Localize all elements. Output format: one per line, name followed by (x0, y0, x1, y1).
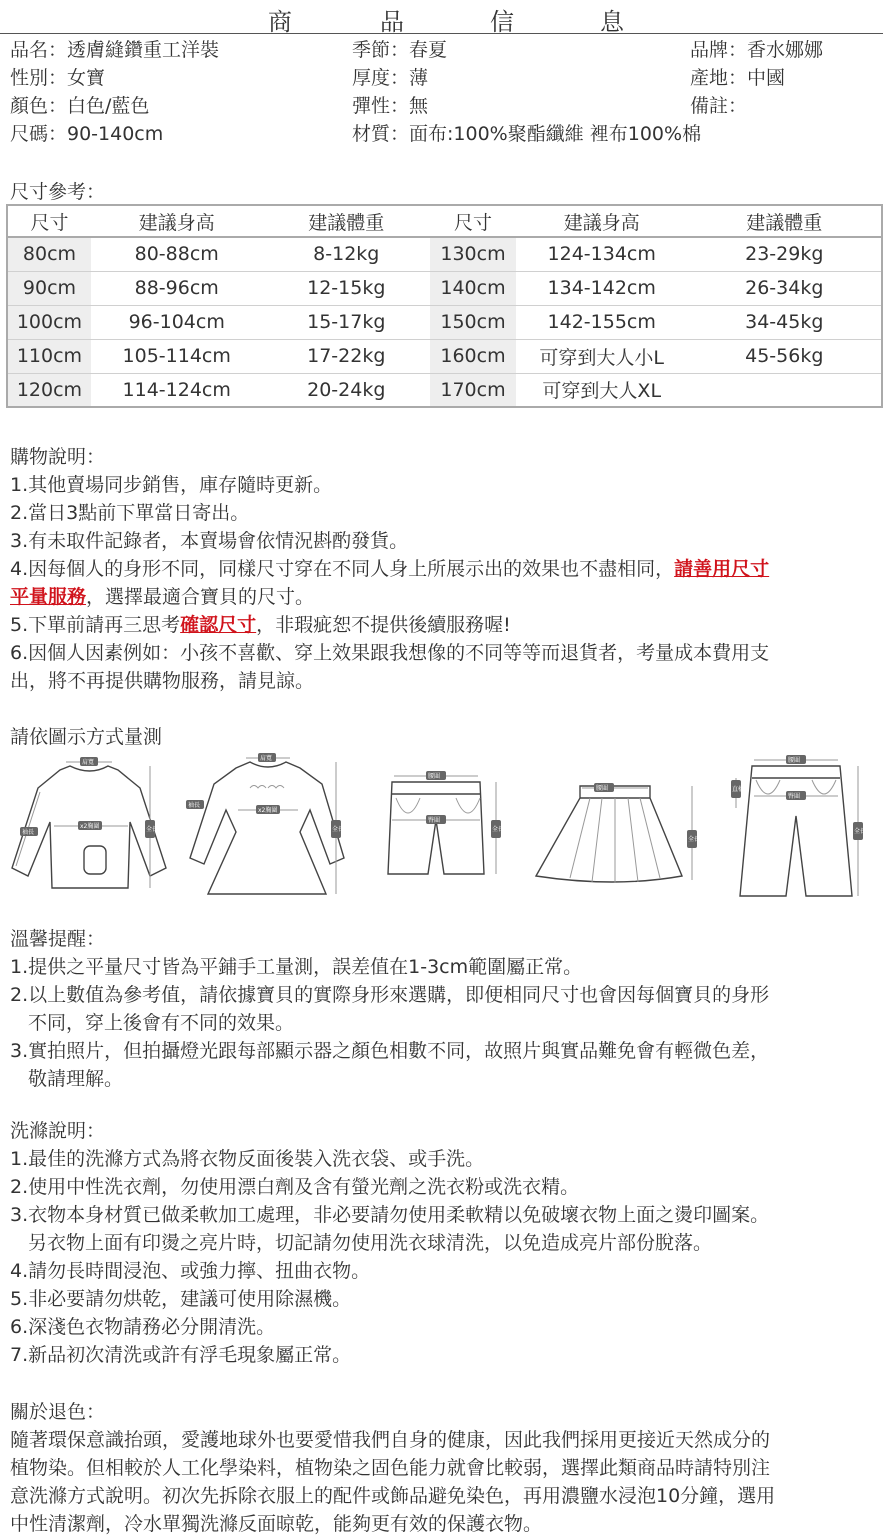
skirt-diagram-icon (536, 783, 700, 883)
table-cell: 142-155cm (516, 305, 688, 339)
table-cell: 110cm (7, 339, 91, 373)
shopping-section (10, 443, 769, 695)
size-table (6, 204, 883, 408)
fading-line-1: 隨著環保意識抬頭，愛護地球外也要愛惜我們自身的健康，因此我們採用更接近天然成分的 (10, 1429, 771, 1451)
info-remark: 備註： (690, 95, 748, 117)
dress-sleeve-label: 袖長 (188, 802, 201, 809)
shopping-line-1: 1.其他賣場同步銷售，庫存隨時更新。 (10, 474, 333, 496)
info-col-2 (352, 36, 701, 148)
table-cell: 80-88cm (91, 237, 263, 271)
shorts-hip-label: 臀圍 (428, 817, 441, 824)
table-row (7, 339, 882, 373)
header-height-2: 建議身高 (516, 205, 688, 237)
washing-line-7: 7.新品初次清洗或許有浮毛現象屬正常。 (10, 1344, 352, 1366)
measure-title: 請依圖示方式量測 (10, 726, 163, 748)
size-ref-label: 尺寸參考： (10, 181, 106, 203)
pants-rise-label: 直檔 (732, 786, 745, 793)
table-cell: 17-22kg (263, 339, 431, 373)
table-cell: 26-34kg (688, 271, 882, 305)
table-row (7, 373, 882, 407)
size-service-highlight: 請善用尺寸 (674, 558, 770, 580)
table-cell (688, 373, 882, 407)
table-cell: 105-114cm (91, 339, 263, 373)
shopping-line-4-text: 4.因每個人的身形不同，同樣尺寸穿在不同人身上所展示出的效果也不盡相同， (10, 558, 675, 580)
table-cell: 88-96cm (91, 271, 263, 305)
header-weight: 建議體重 (263, 205, 431, 237)
reminder-line-3: 3.實拍照片，但拍攝燈光跟每部顯示器之顏色相數不同，故照片與實品難免會有輕微色差， (10, 1040, 770, 1062)
shopping-line-4-end: ，選擇最適合寶貝的尺寸。 (86, 586, 315, 608)
shopping-line-3: 3.有未取件記錄者，本賣場會依情況斟酌發貨。 (10, 530, 409, 552)
table-cell: 20-24kg (307, 378, 386, 401)
measurement-diagrams (0, 748, 883, 903)
table-cell: 15-17kg (263, 305, 431, 339)
table-cell: 可穿到大人XL (542, 380, 662, 403)
dress-length-label: 全長 (332, 826, 345, 833)
fading-line-3: 意洗滌方式說明。初次先拆除衣服上的配件或飾品避免染色，再用濃鹽水浸泡10分鐘，選用 (10, 1485, 776, 1507)
table-cell: 130cm (430, 237, 516, 271)
table-cell: 96-104cm (91, 305, 263, 339)
reminder-line-3-cont: 敬請理解。 (28, 1068, 124, 1090)
info-name: 品名：透膚縫鑽重工洋裝 (10, 39, 220, 61)
washing-line-3-cont: 另衣物上面有印燙之亮片時，切記請勿使用洗衣球清洗，以免造成亮片部份脫落。 (28, 1232, 713, 1254)
info-col-3 (690, 36, 823, 120)
table-row (7, 271, 882, 305)
reminder-title: 溫馨提醒： (10, 928, 106, 950)
info-gender: 性別：女寶 (10, 67, 106, 89)
info-col-1 (10, 36, 219, 148)
shopping-line-5-end: ，非瑕疵恕不提供後續服務喔! (256, 614, 511, 636)
pants-hip-label: 臀圍 (788, 793, 801, 800)
title-char-3: 信 (490, 8, 515, 36)
chest-label: x2胸圍 (80, 823, 100, 830)
shorts-waist-label: 腰圍 (428, 773, 441, 780)
table-cell: 120cm (7, 373, 91, 407)
table-cell: 8-12kg (263, 237, 431, 271)
sleeve-label: 袖長 (22, 829, 35, 836)
table-cell: 90cm (7, 271, 91, 305)
table-row (7, 237, 882, 271)
header-size-2: 尺寸 (430, 205, 516, 237)
washing-title: 洗滌說明： (10, 1120, 106, 1142)
table-cell: 170cm (430, 373, 516, 407)
skirt-waist-label: 腰圍 (596, 785, 609, 792)
shopping-line-6: 6.因個人因素例如：小孩不喜歡、穿上效果跟我想像的不同等等而退貨者，考量成本費用支 (10, 642, 770, 664)
info-origin: 產地：中國 (690, 67, 786, 89)
confirm-size-highlight: 確認尺寸 (180, 614, 257, 636)
title-char-2: 品 (380, 8, 405, 36)
fading-title: 關於退色： (10, 1401, 106, 1423)
size-table-header (7, 205, 882, 237)
table-cell: 80cm (7, 237, 91, 271)
table-cell: 可穿到大人小L (516, 339, 688, 373)
washing-line-1: 1.最佳的洗滌方式為將衣物反面後裝入洗衣袋、或手洗。 (10, 1148, 485, 1170)
shopping-line-4 (10, 555, 769, 583)
dress-shoulder-label: 肩寬 (260, 755, 273, 762)
dress-diagram-icon (186, 753, 344, 894)
fading-section (10, 1398, 775, 1537)
table-cell: 114-124cm (122, 378, 231, 401)
shorts-length-label: 全長 (492, 826, 505, 833)
fading-line-2: 植物染。但相較於人工化學染料，植物染之固色能力就會比較弱，選擇此類商品時請特別注 (10, 1457, 771, 1479)
washing-section (10, 1117, 769, 1369)
header-size: 尺寸 (7, 205, 91, 237)
table-cell: 124-134cm (516, 237, 688, 271)
shorts-diagram-icon (388, 771, 504, 874)
table-cell: 150cm (430, 305, 516, 339)
washing-line-6: 6.深淺色衣物請務必分開清洗。 (10, 1316, 276, 1338)
washing-line-2: 2.使用中性洗衣劑，勿使用漂白劑及含有螢光劑之洗衣粉或洗衣精。 (10, 1176, 580, 1198)
length-label: 全長 (146, 826, 159, 833)
washing-line-4: 4.請勿長時間浸泡、或強力擰、扭曲衣物。 (10, 1260, 371, 1282)
washing-line-3: 3.衣物本身材質已做柔軟加工處理，非必要請勿使用柔軟精以免破壞衣物上面之燙印圖案。 (10, 1204, 770, 1226)
product-info-title (0, 0, 883, 34)
reminder-line-2-cont: 不同，穿上後會有不同的效果。 (28, 1012, 295, 1034)
pants-waist-label: 腰圍 (788, 757, 801, 764)
table-row (7, 305, 882, 339)
shopping-line-4-cont (10, 583, 769, 611)
shopping-title: 購物說明： (10, 446, 106, 468)
pants-length-label: 全長 (854, 828, 867, 835)
header-height: 建議身高 (91, 205, 263, 237)
fading-line-4: 中性清潔劑，冷水單獨洗滌反面晾乾，能夠更有效的保護衣物。 (10, 1513, 543, 1535)
reminder-section (10, 925, 769, 1093)
skirt-length-label: 全長 (688, 836, 701, 843)
shoulder-label: 肩寬 (82, 759, 95, 766)
title-char-1: 商 (268, 8, 293, 36)
reminder-line-1: 1.提供之平量尺寸皆為平鋪手工量測，誤差值在1-3cm範圍屬正常。 (10, 956, 583, 978)
title-char-4: 息 (600, 8, 625, 36)
shopping-line-2: 2.當日3點前下單當日寄出。 (10, 502, 250, 524)
top-diagram-icon (12, 757, 166, 888)
shopping-line-5 (10, 611, 769, 639)
info-brand: 品牌：香水娜娜 (690, 39, 824, 61)
shopping-line-6-cont: 出，將不再提供購物服務，請見諒。 (10, 670, 315, 692)
info-color: 顏色：白色/藍色 (10, 95, 150, 117)
table-cell: 45-56kg (688, 339, 882, 373)
table-cell: 100cm (7, 305, 91, 339)
header-weight-2: 建議體重 (688, 205, 882, 237)
table-cell: 160cm (430, 339, 516, 373)
table-cell: 12-15kg (263, 271, 431, 305)
info-season: 季節：春夏 (352, 39, 448, 61)
washing-line-5: 5.非必要請勿烘乾，建議可使用除濕機。 (10, 1288, 352, 1310)
pants-diagram-icon (731, 755, 866, 896)
info-elasticity: 彈性：無 (352, 95, 429, 117)
info-thickness: 厚度：薄 (352, 67, 429, 89)
table-cell: 34-45kg (688, 305, 882, 339)
dress-chest-label: x2胸圍 (258, 807, 278, 814)
table-cell: 23-29kg (688, 237, 882, 271)
table-cell: 134-142cm (516, 271, 688, 305)
table-cell: 140cm (430, 271, 516, 305)
size-service-highlight-2: 平量服務 (10, 586, 87, 608)
shopping-line-5-text: 5.下單前請再三思考 (10, 614, 181, 636)
reminder-line-2: 2.以上數值為參考值，請依據寶貝的實際身形來選購，即便相同尺寸也會因每個寶貝的身形 (10, 984, 770, 1006)
info-material: 材質：面布:100%聚酯纖維 裡布100%棉 (352, 123, 702, 145)
info-size: 尺碼：90-140cm (10, 123, 164, 145)
